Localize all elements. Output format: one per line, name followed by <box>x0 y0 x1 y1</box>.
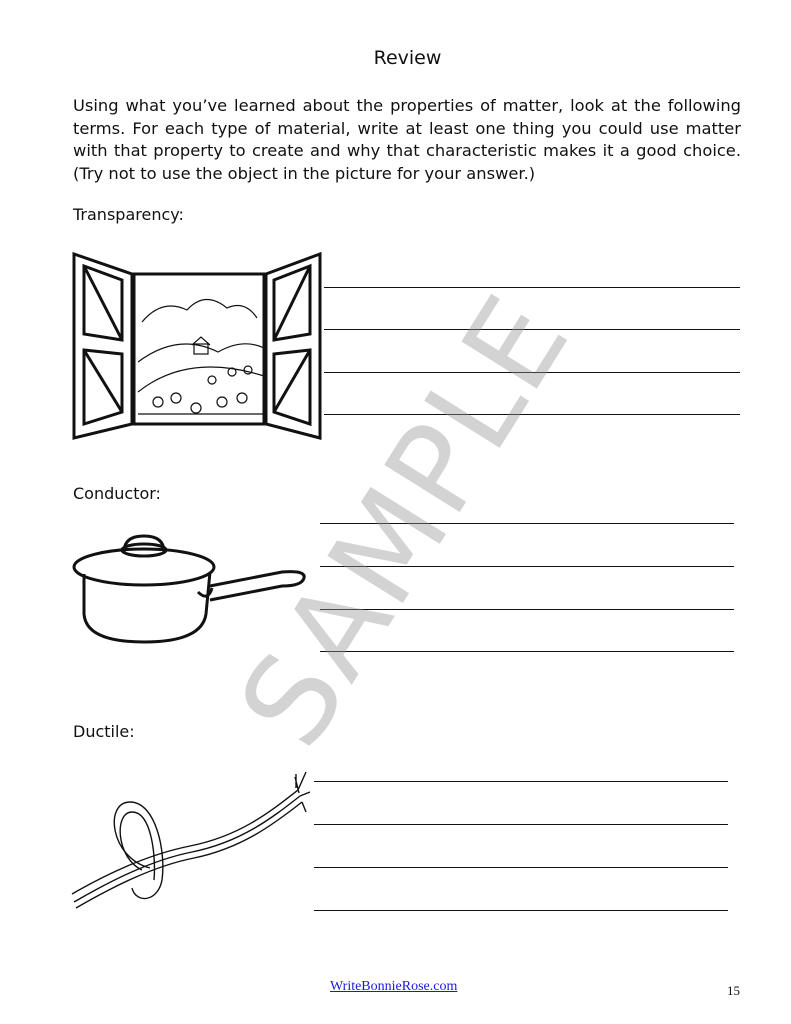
section-label-ductile: Ductile: <box>73 722 135 741</box>
sample-watermark: SAMPLE <box>212 271 597 771</box>
instructions: Using what you’ve learned about the properties of matter, look at the following terms. For each type of material, write at least one thing you could use matter with that property to create and why that characteristic makes it a good choice. (Try not to use the object in the picture for your answer.) <box>73 96 741 183</box>
answer-line[interactable] <box>314 910 728 911</box>
section-label-transparency: Transparency: <box>73 205 184 224</box>
answer-line[interactable] <box>314 867 728 868</box>
section-label-conductor: Conductor: <box>73 484 161 503</box>
page-number: 15 <box>727 983 740 998</box>
page-title: Review <box>373 47 442 69</box>
copper-wire-icon <box>70 762 310 920</box>
footer-link[interactable]: WriteBonnieRose.com <box>330 979 458 994</box>
answer-line[interactable] <box>314 824 728 825</box>
answer-line[interactable] <box>314 781 728 782</box>
open-window-icon <box>72 252 322 442</box>
answer-line[interactable] <box>324 287 740 288</box>
